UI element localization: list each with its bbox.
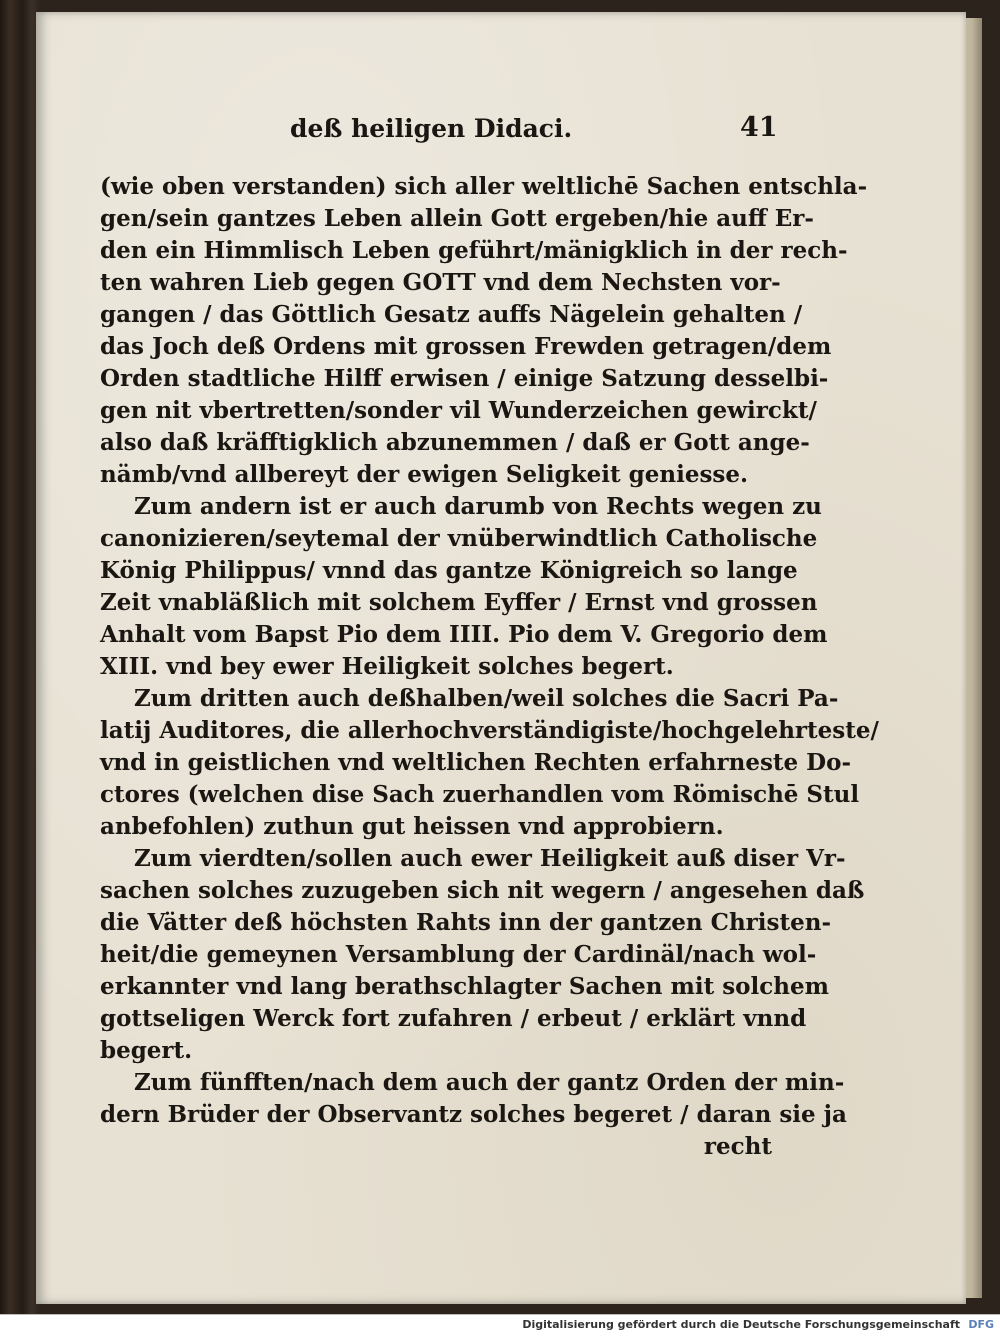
text-line: Zeit vnabläßlich mit solchem Eyffer / Ernst vnd grossen [100, 589, 818, 616]
text-line: gangen / das Göttlich Gesatz auffs Nägelein gehalten / [100, 301, 803, 328]
running-head: deß heiligen Didaci. [290, 114, 573, 143]
text-line: (wie oben verstanden) sich aller weltlichē Sachen entschla- [100, 173, 868, 200]
text-line: ten wahren Lieb gegen GOTT vnd dem Nechsten vor- [100, 269, 781, 296]
funding-notice: Digitalisierung gefördert durch die Deutsche Forschungsgemeinschaft [522, 1318, 960, 1331]
text-line: gen nit vbertretten/sonder vil Wunderzeichen gewirckt/ [100, 397, 817, 424]
paragraph-first-line: Zum vierdten/sollen auch ewer Heiligkeit auß diser Vr- [134, 845, 846, 872]
text-line: nämb/vnd allbereyt der ewigen Seligkeit geniesse. [100, 461, 748, 488]
text-line: canonizieren/seytemal der vnüberwindtlich Catholische [100, 525, 818, 552]
text-line: also daß kräfftigklich abzunemmen / daß er Gott ange- [100, 429, 810, 456]
text-line: gottseligen Werck fort zufahren / erbeut / erklärt vnnd [100, 1005, 807, 1032]
text-line: gen/sein gantzes Leben allein Gott ergeben/hie auff Er- [100, 205, 814, 232]
paragraph-first-line: Zum fünfften/nach dem auch der gantz Orden der min- [134, 1069, 845, 1096]
paragraph-first-line: Zum andern ist er auch darumb von Rechts wegen zu [134, 493, 822, 520]
text-line: dern Brüder der Observantz solches begeret / daran sie ja [100, 1101, 847, 1128]
text-line: den ein Himmlisch Leben geführt/mänigklich in der rech- [100, 237, 848, 264]
text-line: erkannter vnd lang berathschlagter Sachen mit solchem [100, 973, 829, 1000]
dfg-logo: DFG [968, 1318, 994, 1331]
text-line: Orden stadtliche Hilff erwisen / einige Satzung desselbi- [100, 365, 829, 392]
text-line: anbefohlen) zuthun gut heissen vnd approbiern. [100, 813, 724, 840]
page-number: 41 [740, 112, 778, 143]
text-line: Anhalt vom Bapst Pio dem IIII. Pio dem V. Gregorio dem [100, 621, 828, 648]
text-line: heit/die gemeynen Versamblung der Cardinäl/nach wol- [100, 941, 817, 968]
text-line: vnd in geistlichen vnd weltlichen Rechten erfahrneste Do- [100, 749, 852, 776]
text-line: begert. [100, 1037, 193, 1064]
text-line: ctores (welchen dise Sach zuerhandlen vom Römischē Stul [100, 781, 860, 808]
footer-bar [0, 1314, 1000, 1337]
paragraph-first-line: Zum dritten auch deßhalben/weil solches die Sacri Pa- [134, 685, 839, 712]
catchword: recht [703, 1133, 772, 1160]
text-line: die Vätter deß höchsten Rahts inn der gantzen Christen- [100, 909, 832, 936]
text-line: König Philippus/ vnnd das gantze Königreich so lange [100, 557, 798, 584]
text-line: sachen solches zuzugeben sich nit wegern / angesehen daß [100, 877, 865, 904]
text-line: XIII. vnd bey ewer Heiligkeit solches begert. [100, 653, 674, 680]
text-line: latij Auditores, die allerhochverständigiste/hochgelehrteste/ [100, 717, 879, 744]
text-line: das Joch deß Ordens mit grossen Frewden getragen/dem [100, 333, 832, 360]
